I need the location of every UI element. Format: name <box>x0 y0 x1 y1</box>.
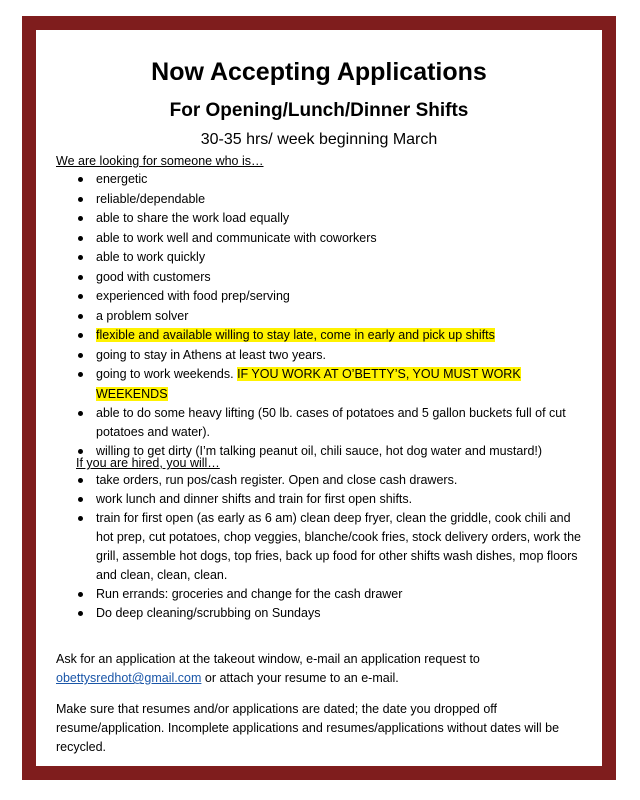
list-item <box>76 490 582 509</box>
qualities-list <box>76 170 582 462</box>
list-item-text: going to work weekends. <box>96 367 238 381</box>
qualities-intro: We are looking for someone who is… <box>56 154 264 168</box>
list-item-text: able to do some heavy lifting (50 lb. cases of potatoes and 5 gallon buckets full of cut potatoes and water). <box>96 406 566 439</box>
list-item-text: work lunch and dinner shifts and train for first open shifts. <box>96 492 413 506</box>
dates-note: Make sure that resumes and/or applications are dated; the date you dropped off resume/application. Incomplete applications and resumes/applications without dates will be recycled. <box>56 702 560 754</box>
apply-instructions <box>56 650 586 688</box>
list-item-text: train for first open (as early as 6 am) clean deep fryer, clean the griddle, cook chili and hot prep, cut potatoes, chop veggies, blanche/cook fries, stock delivery orders, work the grill, assemble hot dogs, top fries, back up food for other shifts wash dishes, mop floors and clean, clean, clean. <box>96 511 581 582</box>
page-title: Now Accepting Applications <box>151 58 487 86</box>
list-item <box>76 471 582 490</box>
list-item <box>76 170 582 190</box>
duties-heading: If you are hired, you will… <box>76 456 220 470</box>
list-item-highlighted <box>76 326 582 346</box>
flyer-page <box>36 30 602 766</box>
list-item-text: Run errands: groceries and change for the cash drawer <box>96 587 403 601</box>
list-item-text: take orders, run pos/cash register. Open and close cash drawers. <box>96 473 458 487</box>
list-item <box>76 585 582 604</box>
list-item <box>76 248 582 268</box>
list-item <box>76 365 582 404</box>
list-item-text: energetic <box>96 172 148 186</box>
email-link[interactable]: obettysredhot@gmail.com <box>56 671 202 685</box>
list-item-text: Do deep cleaning/scrubbing on Sundays <box>96 606 321 620</box>
list-item <box>76 209 582 229</box>
hours-line: 30-35 hrs/ week beginning March <box>200 131 438 148</box>
list-item-text: able to work well and communicate with coworkers <box>96 230 377 245</box>
list-item-text: good with customers <box>96 269 211 284</box>
duties-list <box>76 471 582 623</box>
list-item <box>76 307 582 327</box>
list-item-text: a problem solver <box>96 308 189 323</box>
list-item-text: able to share the work load equally <box>96 211 290 225</box>
list-item <box>76 268 582 288</box>
apply-text-before: Ask for an application at the takeout window, e-mail an application request to <box>56 652 480 666</box>
list-item-text: willing to get dirty (I’m talking peanut oil, chili sauce, hot dog water and mustard!) <box>96 444 543 458</box>
list-item-text: experienced with food prep/serving <box>96 289 290 303</box>
weekend-highlight: IF YOU WORK AT O’BETTY’S, YOU MUST WORK WEEKENDS <box>96 367 521 401</box>
list-item <box>76 229 582 249</box>
list-item <box>76 604 582 623</box>
list-item-text: going to stay in Athens at least two years. <box>96 347 326 362</box>
apply-text-after: or attach your resume to an e-mail. <box>201 671 399 685</box>
page-subtitle: For Opening/Lunch/Dinner Shifts <box>169 100 469 121</box>
list-item <box>76 509 582 585</box>
list-item-text: reliable/dependable <box>96 191 206 206</box>
list-item <box>76 190 582 210</box>
list-item <box>76 346 582 366</box>
list-item-text: able to work quickly <box>96 250 206 264</box>
highlighted-text: flexible and available willing to stay late, come in early and pick up shifts <box>96 328 495 342</box>
list-item <box>76 404 582 442</box>
list-item <box>76 287 582 307</box>
